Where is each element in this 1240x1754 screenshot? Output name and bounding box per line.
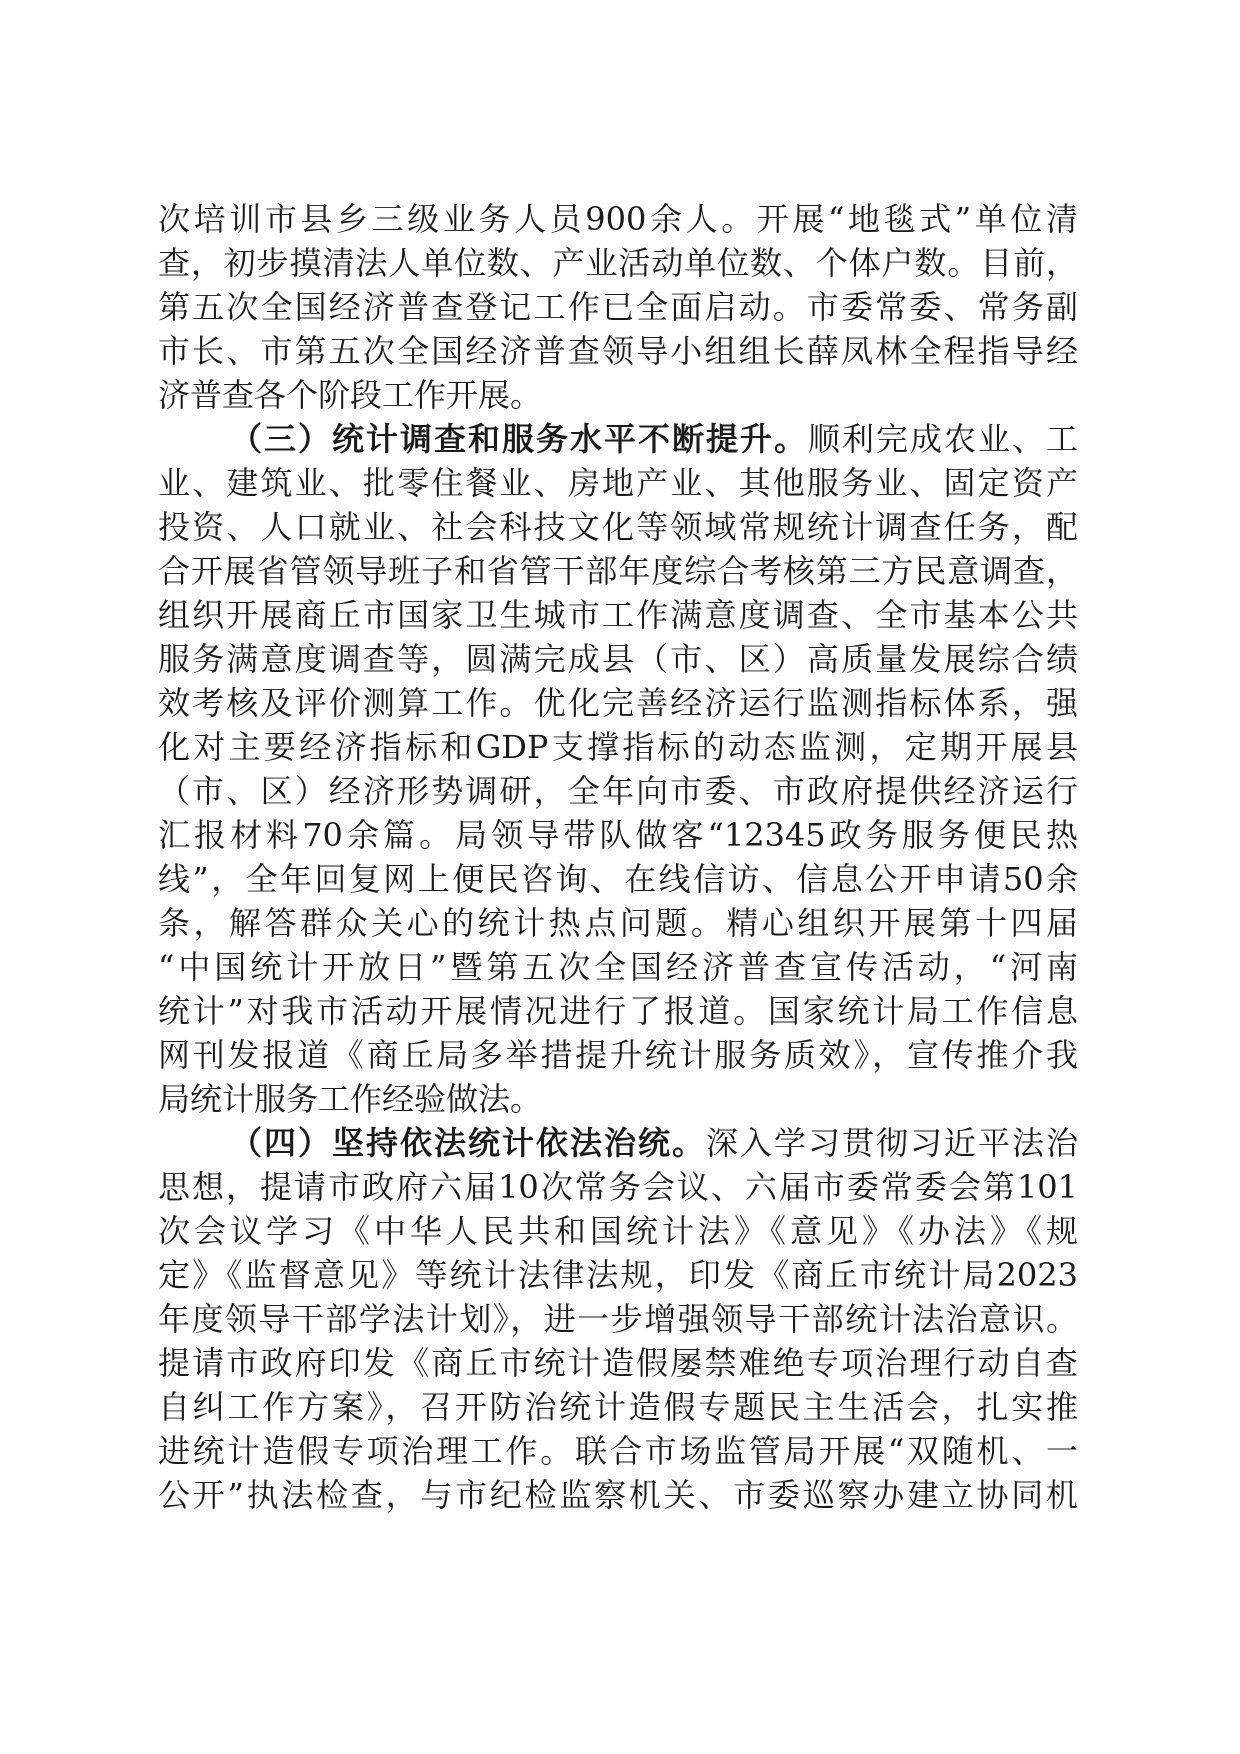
text-line: 化对主要经济指标和GDP支撑指标的动态监测，定期开展县 (158, 728, 1078, 766)
section-4-heading: （四）坚持依法统计依法治统。 (230, 1124, 706, 1162)
text-line: 组织开展商丘市国家卫生城市工作满意度调查、全市基本公共 (158, 596, 1078, 634)
text-line: （市、区）经济形势调研，全年向市委、市政府提供经济运行 (158, 772, 1078, 810)
section-3-heading: （三）统计调查和服务水平不断提升。 (230, 420, 808, 458)
text-line: 服务满意度调查等，圆满完成县（市、区）高质量发展综合绩 (158, 640, 1078, 678)
text-line: 线”，全年回复网上便民咨询、在线信访、信息公开申请50余 (158, 860, 1078, 898)
document-page (158, 197, 1078, 1517)
text-line: 合开展省管领导班子和省管干部年度综合考核第三方民意调查， (158, 552, 1078, 590)
section-4-lead-text: 深入学习贯彻习近平法治 (705, 1124, 1078, 1162)
text-line: 效考核及评价测算工作。优化完善经济运行监测指标体系，强 (158, 684, 1078, 722)
text-line: “中国统计开放日”暨第五次全国经济普查宣传活动，“河南 (158, 948, 1078, 986)
text-line: 公开”执法检查，与市纪检监察机关、市委巡察办建立协同机 (158, 1476, 1078, 1514)
text-line: 定》《监督意见》等统计法律法规，印发《商丘市统计局2023 (158, 1256, 1078, 1294)
text-line: 次培训市县乡三级业务人员900余人。开展“地毯式”单位清 (158, 200, 1078, 238)
text-line: 局统计服务工作经验做法。 (158, 1080, 543, 1118)
text-line: 统计”对我市活动开展情况进行了报道。国家统计局工作信息 (158, 992, 1078, 1030)
text-line: 投资、人口就业、社会科技文化等领域常规统计调查任务，配 (158, 508, 1078, 546)
text-line: 进统计造假专项治理工作。联合市场监管局开展“双随机、一 (158, 1432, 1078, 1470)
text-line: 条，解答群众关心的统计热点问题。精心组织开展第十四届 (158, 904, 1078, 942)
text-line: 网刊发报道《商丘局多举措提升统计服务质效》，宣传推介我 (158, 1036, 1078, 1074)
text-line: 业、建筑业、批零住餐业、房地产业、其他服务业、固定资产 (158, 464, 1078, 502)
text-line: 市长、市第五次全国经济普查领导小组组长薛凤林全程指导经 (158, 332, 1078, 370)
text-line: 思想，提请市政府六届10次常务会议、六届市委常委会第101 (158, 1168, 1078, 1206)
section-4-first-line (158, 1121, 1078, 1165)
text-line: 年度领导干部学法计划》，进一步增强领导干部统计法治意识。 (158, 1300, 1078, 1338)
text-line: 汇报材料70余篇。局领导带队做客“12345政务服务便民热 (158, 816, 1078, 854)
text-line: 济普查各个阶段工作开展。 (158, 376, 543, 414)
text-line: 提请市政府印发《商丘市统计造假屡禁难绝专项治理行动自查 (158, 1344, 1078, 1382)
text-line: 查，初步摸清法人单位数、产业活动单位数、个体户数。目前， (158, 244, 1078, 282)
section-3-lead-text: 顺利完成农业、工 (807, 420, 1078, 458)
text-line: 第五次全国经济普查登记工作已全面启动。市委常委、常务副 (158, 288, 1078, 326)
section-3-first-line (158, 417, 1078, 461)
text-line: 次会议学习《中华人民共和国统计法》《意见》《办法》《规 (158, 1212, 1078, 1250)
text-line: 自纠工作方案》，召开防治统计造假专题民主生活会，扎实推 (158, 1388, 1078, 1426)
